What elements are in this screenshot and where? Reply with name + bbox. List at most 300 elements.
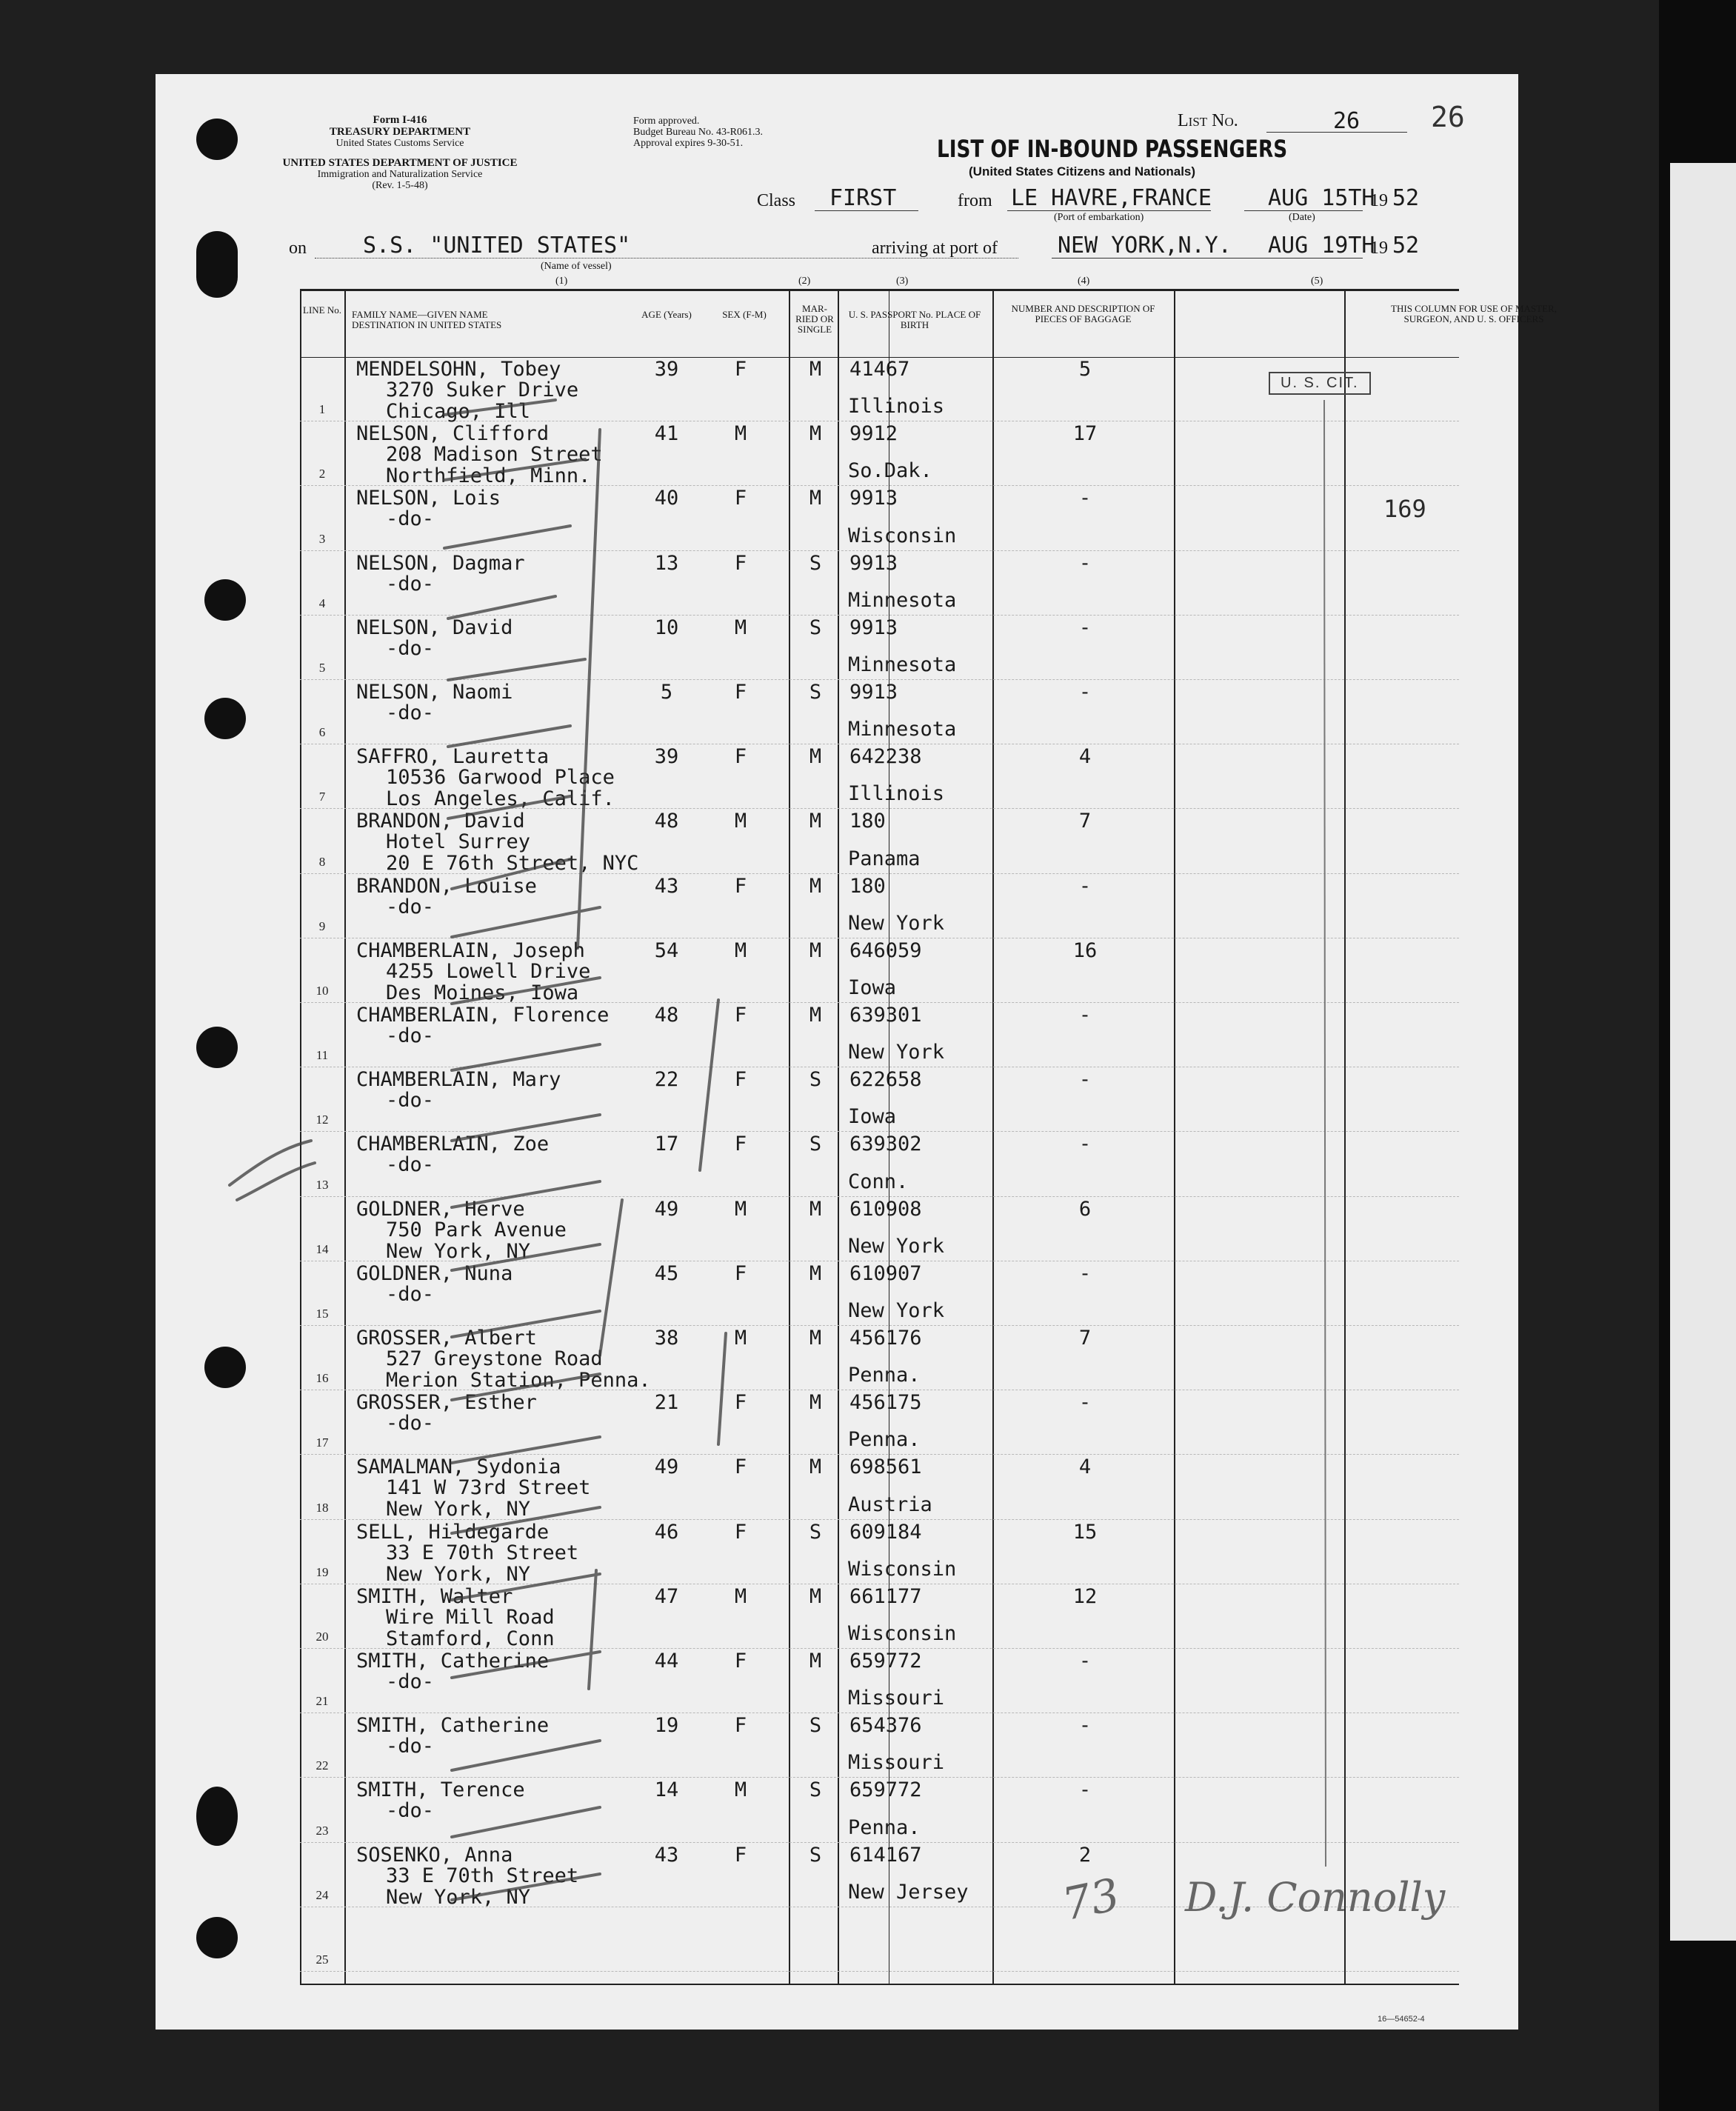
passport-number: 639302 [849, 1133, 922, 1156]
passenger-name: SMITH, Catherine [356, 1650, 550, 1673]
passenger-name: CHAMBERLAIN, Joseph [356, 938, 585, 962]
arrival-date: AUG 19TH [1268, 233, 1375, 259]
year-prefix: 19 [1370, 191, 1388, 210]
dept-line: (Rev. 1-5-48) [372, 180, 428, 191]
line-number: 16 [316, 1371, 329, 1386]
table-row [300, 1067, 1459, 1132]
passport-number: 654376 [849, 1714, 922, 1738]
marital-cell: S [809, 1133, 822, 1156]
age-cell: 49 [654, 1455, 679, 1479]
baggage-count: 4 [1078, 1455, 1092, 1479]
age-cell: 43 [654, 1843, 679, 1867]
baggage-count: 15 [1072, 1520, 1098, 1544]
binder-hole [196, 1027, 238, 1068]
sex-cell: F [734, 551, 747, 575]
line-number: 15 [316, 1306, 329, 1321]
baggage-count: - [1078, 1133, 1092, 1156]
table-row [300, 1261, 1459, 1326]
baggage-count: 16 [1072, 938, 1098, 962]
binder-hole [204, 698, 246, 739]
passenger-name: SAMALMAN, Sydonia [356, 1455, 561, 1479]
passport-number: 609184 [849, 1520, 922, 1544]
passport-number: 456175 [849, 1391, 922, 1415]
passport-number: 9913 [849, 551, 898, 575]
destination-line: Des Moines, Iowa [386, 981, 579, 1004]
col-number: (2) [798, 276, 811, 287]
passenger-table [300, 289, 1557, 1985]
table-row [300, 551, 1459, 616]
destination-line: Hotel Surrey [386, 830, 531, 854]
table-row [300, 616, 1459, 680]
approval-line: Form approved. [633, 116, 700, 127]
officer-signature: D.J. Connolly [1185, 1874, 1446, 1921]
passenger-name: BRANDON, Louise [356, 874, 537, 898]
adjacent-page-edge [1670, 163, 1736, 1941]
running-count: 169 [1383, 495, 1426, 523]
birthplace: Illinois [848, 395, 945, 418]
on-label: on [289, 239, 307, 258]
baggage-count: - [1078, 874, 1092, 898]
table-row [300, 1326, 1459, 1390]
passenger-name: NELSON, David [356, 616, 513, 639]
destination-line: 3270 Suker Drive [386, 378, 579, 401]
birthplace: Illinois [848, 782, 945, 806]
passenger-name: BRANDON, David [356, 810, 525, 833]
list-no-stamped: 26 [1431, 101, 1465, 133]
baggage-count: - [1078, 1068, 1092, 1092]
passenger-name: NELSON, Clifford [356, 422, 550, 446]
birthplace: Wisconsin [848, 1621, 957, 1645]
baggage-count: 17 [1072, 422, 1098, 446]
approval-block [633, 116, 763, 149]
age-cell: 14 [654, 1778, 679, 1802]
sex-cell: F [734, 874, 747, 898]
birthplace: Minnesota [848, 653, 957, 676]
table-row [300, 1197, 1459, 1261]
birthplace: Penna. [848, 1428, 921, 1452]
destination-line: -do- [386, 1735, 435, 1758]
passport-number: 622658 [849, 1068, 922, 1092]
passenger-name: SMITH, Terence [356, 1778, 525, 1802]
marital-cell: M [809, 874, 822, 898]
marital-cell: M [809, 1004, 822, 1027]
table-row [300, 744, 1459, 809]
destination-line: -do- [386, 1089, 435, 1113]
passport-number: 642238 [849, 745, 922, 769]
birthplace: Penna. [848, 1815, 921, 1839]
col-header-sex: SEX (F-M) [722, 309, 767, 320]
marital-cell: M [809, 422, 822, 446]
year-prefix: 19 [1370, 239, 1388, 258]
vessel-caption: (Name of vessel) [541, 261, 612, 272]
table-row [300, 1713, 1459, 1778]
table-row [300, 1390, 1459, 1455]
destination-line: -do- [386, 1799, 435, 1823]
sex-cell: F [734, 1520, 747, 1544]
baggage-count: - [1078, 1004, 1092, 1027]
sex-cell: F [734, 487, 747, 510]
passport-number: 41467 [849, 358, 910, 381]
destination-line: Merion Station, Penna. [386, 1369, 651, 1392]
age-cell: 49 [654, 1197, 679, 1221]
destination-line: -do- [386, 895, 435, 918]
line-number: 11 [316, 1048, 329, 1063]
list-no-underline [1266, 132, 1407, 133]
approval-line: Approval expires 9-30-51. [633, 138, 744, 149]
table-row [300, 1520, 1459, 1584]
age-cell: 41 [654, 422, 679, 446]
date-underline [1244, 210, 1363, 211]
line-number: 20 [316, 1629, 329, 1644]
baggage-count: 7 [1078, 1327, 1092, 1350]
age-cell: 22 [654, 1068, 679, 1092]
line-number: 25 [316, 1952, 329, 1967]
marital-cell: M [809, 358, 822, 381]
form-dept-block [281, 114, 518, 149]
marital-cell: S [809, 1068, 822, 1092]
marital-cell: M [809, 1391, 822, 1415]
baggage-count: 4 [1078, 745, 1092, 769]
line-number: 4 [318, 596, 326, 610]
table-row [300, 809, 1459, 876]
binder-hole [196, 1917, 238, 1958]
birthplace: Penna. [848, 1364, 921, 1387]
dept-line: United States Customs Service [335, 138, 464, 149]
passenger-name: CHAMBERLAIN, Mary [356, 1068, 561, 1092]
passenger-name: SMITH, Walter [356, 1584, 513, 1608]
baggage-count: - [1078, 1714, 1092, 1738]
class-underline [815, 210, 918, 211]
line-number: 23 [316, 1823, 329, 1838]
col-header-married: MAR-RIED OR SINGLE [795, 303, 834, 335]
line-number: 5 [318, 660, 326, 675]
approval-line: Budget Bureau No. 43-R061.3. [633, 127, 763, 138]
destination-line: -do- [386, 1024, 435, 1047]
embarkation-caption: (Port of embarkation) [1054, 212, 1144, 223]
col-number: (3) [896, 276, 909, 287]
destination-line: 141 W 73rd Street [386, 1476, 591, 1500]
col-number: (5) [1311, 276, 1323, 287]
line-number: 14 [316, 1241, 329, 1256]
table-row [300, 874, 1459, 938]
binder-hole [196, 231, 238, 298]
baggage-count: 2 [1078, 1843, 1092, 1867]
baggage-count: 6 [1078, 1197, 1092, 1221]
table-row [300, 1455, 1459, 1519]
line-number: 1 [318, 402, 326, 417]
age-cell: 48 [654, 1004, 679, 1027]
passport-number: 9913 [849, 487, 898, 510]
destination-line: 208 Madison Street [386, 443, 603, 467]
line-number: 13 [316, 1177, 329, 1192]
arrival-underline [1052, 258, 1363, 259]
baggage-count: - [1078, 551, 1092, 575]
embarkation-port: LE HAVRE,FRANCE [1011, 185, 1212, 211]
age-cell: 17 [654, 1133, 679, 1156]
dept-line: TREASURY DEPARTMENT [329, 126, 471, 138]
birthplace: Conn. [848, 1170, 909, 1193]
marital-cell: S [809, 1843, 822, 1867]
age-cell: 39 [654, 358, 679, 381]
destination-line: New York, NY [386, 1885, 531, 1909]
destination-line: -do- [386, 507, 435, 531]
passenger-name: NELSON, Naomi [356, 681, 513, 704]
passenger-name: GROSSER, Esther [356, 1391, 537, 1415]
baggage-count: - [1078, 1650, 1092, 1673]
passport-number: 659772 [849, 1650, 922, 1673]
destination-line: 527 Greystone Road [386, 1347, 603, 1370]
handwritten-total: 73 [1058, 1868, 1124, 1932]
destination-line: -do- [386, 1153, 435, 1177]
sex-cell: M [734, 616, 747, 639]
passport-number: 659772 [849, 1778, 922, 1802]
form-number: Form I-416 [373, 114, 427, 126]
line-number: 12 [316, 1113, 329, 1127]
dept-line: Immigration and Naturalization Service [317, 169, 483, 180]
destination-line: -do- [386, 636, 435, 660]
sex-cell: F [734, 1455, 747, 1479]
table-bottom-rule [300, 1984, 1459, 1985]
birthplace: Minnesota [848, 588, 957, 612]
passenger-name: MENDELSOHN, Tobey [356, 358, 561, 381]
col-header-passport: U. S. PASSPORT No. PLACE OF BIRTH [848, 309, 981, 330]
sex-cell: F [734, 1391, 747, 1415]
passenger-name: SAFFRO, Lauretta [356, 745, 550, 769]
passport-number: 610907 [849, 1261, 922, 1285]
baggage-count: - [1078, 1391, 1092, 1415]
birthplace: Wisconsin [848, 524, 957, 547]
table-row [300, 1003, 1459, 1067]
baggage-count: 5 [1078, 358, 1092, 381]
sex-cell: F [734, 1004, 747, 1027]
page-subtitle: (United States Citizens and Nationals) [969, 164, 1196, 179]
destination-line: Northfield, Minn. [386, 464, 591, 488]
destination-line: -do- [386, 701, 435, 724]
destination-line: -do- [386, 1412, 435, 1435]
destination-line: 20 E 76th Street, NYC [386, 852, 639, 876]
passport-number: 456176 [849, 1327, 922, 1350]
sex-cell: M [734, 1584, 747, 1608]
col-header-age: AGE (Years) [641, 309, 692, 320]
age-cell: 46 [654, 1520, 679, 1544]
line-number: 7 [318, 790, 326, 804]
line-number: 3 [318, 531, 326, 546]
sex-cell: M [734, 810, 747, 833]
age-cell: 5 [660, 681, 673, 704]
table-row [300, 680, 1459, 744]
baggage-count: 7 [1078, 810, 1092, 833]
table-row [300, 1584, 1459, 1649]
passport-number: 698561 [849, 1455, 922, 1479]
sex-cell: M [734, 938, 747, 962]
marital-cell: M [809, 1261, 822, 1285]
destination-line: -do- [386, 1670, 435, 1693]
passport-number: 646059 [849, 938, 922, 962]
table-row [300, 938, 1459, 1003]
line-number: 18 [316, 1500, 329, 1515]
marital-cell: M [809, 1455, 822, 1479]
passport-number: 610908 [849, 1197, 922, 1221]
citizen-stamp: U. S. CIT. [1269, 372, 1371, 395]
destination-line: Chicago, Ill [386, 400, 531, 423]
sex-cell: F [734, 1650, 747, 1673]
age-cell: 40 [654, 487, 679, 510]
passenger-name: CHAMBERLAIN, Florence [356, 1004, 610, 1027]
marital-cell: S [809, 681, 822, 704]
marital-cell: M [809, 745, 822, 769]
destination-line: Wire Mill Road [386, 1605, 555, 1629]
birthplace: New Jersey [848, 1880, 969, 1904]
sex-cell: M [734, 1327, 747, 1350]
age-cell: 47 [654, 1584, 679, 1608]
age-cell: 43 [654, 874, 679, 898]
sex-cell: F [734, 1261, 747, 1285]
marital-cell: M [809, 1197, 822, 1221]
binder-hole [204, 579, 246, 621]
date-caption: (Date) [1289, 212, 1315, 223]
birthplace: Missouri [848, 1687, 945, 1710]
line-number: 6 [318, 725, 326, 740]
destination-line: 10536 Garwood Place [386, 766, 615, 790]
passport-number: 9912 [849, 422, 898, 446]
birthplace: Panama [848, 847, 921, 870]
row-separator [300, 1971, 1459, 1972]
sex-cell: F [734, 1068, 747, 1092]
vessel-name: S.S. "UNITED STATES" [363, 233, 631, 259]
age-cell: 44 [654, 1650, 679, 1673]
baggage-count: - [1078, 487, 1092, 510]
age-cell: 10 [654, 616, 679, 639]
from-label: from [958, 191, 992, 210]
destination-line: New York, NY [386, 1498, 531, 1521]
baggage-count: - [1078, 1261, 1092, 1285]
binder-hole [196, 119, 238, 160]
passenger-name: SOSENKO, Anna [356, 1843, 513, 1867]
passenger-name: CHAMBERLAIN, Zoe [356, 1133, 550, 1156]
passenger-name: NELSON, Lois [356, 487, 501, 510]
passport-number: 180 [849, 810, 886, 833]
birthplace: So.Dak. [848, 459, 932, 483]
age-cell: 21 [654, 1391, 679, 1415]
destination-line: Stamford, Conn [386, 1627, 555, 1650]
sex-cell: M [734, 422, 747, 446]
birthplace: New York [848, 1041, 945, 1064]
line-number: 22 [316, 1758, 329, 1773]
age-cell: 54 [654, 938, 679, 962]
table-top-rule [300, 289, 1459, 291]
arriving-label: arriving at port of [872, 239, 998, 258]
from-underline [1007, 210, 1211, 211]
page-title: LIST OF IN-BOUND PASSENGERS [937, 135, 1288, 163]
line-number: 2 [318, 467, 326, 481]
line-number: 21 [316, 1694, 329, 1709]
list-no-label: List No. [1178, 111, 1238, 130]
marital-cell: S [809, 1520, 822, 1544]
list-no-typed: 26 [1333, 108, 1361, 134]
justice-dept-block [281, 157, 518, 191]
line-number: 10 [316, 983, 329, 998]
binder-hole [196, 1787, 238, 1846]
passport-number: 9913 [849, 681, 898, 704]
marital-cell: M [809, 487, 822, 510]
age-cell: 19 [654, 1714, 679, 1738]
destination-line: 4255 Lowell Drive [386, 959, 591, 983]
passport-number: 9913 [849, 616, 898, 639]
line-number: 17 [316, 1435, 329, 1450]
baggage-count: - [1078, 616, 1092, 639]
destination-line: 750 Park Avenue [386, 1218, 567, 1241]
departure-date: AUG 15TH [1268, 185, 1375, 211]
marital-cell: S [809, 616, 822, 639]
age-cell: 48 [654, 810, 679, 833]
age-cell: 38 [654, 1327, 679, 1350]
passport-number: 639301 [849, 1004, 922, 1027]
sex-cell: M [734, 1197, 747, 1221]
birthplace: Austria [848, 1493, 932, 1516]
sex-cell: F [734, 745, 747, 769]
birthplace: Iowa [848, 1105, 897, 1129]
table-row [300, 1649, 1459, 1713]
col-header-officers: THIS COLUMN FOR USE OF MASTER, SURGEON, AND U. S. OFFICERS [1391, 303, 1557, 324]
birthplace: New York [848, 911, 945, 935]
line-number: 24 [316, 1887, 329, 1902]
marital-cell: M [809, 1650, 822, 1673]
table-row [300, 421, 1459, 486]
baggage-count: - [1078, 1778, 1092, 1802]
class-value: FIRST [829, 185, 897, 211]
col-header-baggage: NUMBER AND DESCRIPTION OF PIECES OF BAGGAGE [1011, 303, 1155, 324]
baggage-count: 12 [1072, 1584, 1098, 1608]
destination-line: 33 E 70th Street [386, 1864, 579, 1887]
birthplace: Missouri [848, 1751, 945, 1775]
sex-cell: F [734, 1133, 747, 1156]
birthplace: Minnesota [848, 718, 957, 741]
table-row [300, 1778, 1459, 1842]
passenger-name: GOLDNER, Herve [356, 1197, 525, 1221]
destination-line: New York, NY [386, 1562, 531, 1586]
line-number: 19 [316, 1564, 329, 1579]
marital-cell: M [809, 1327, 822, 1350]
passenger-name: SMITH, Catherine [356, 1714, 550, 1738]
arrival-year: 52 [1392, 233, 1420, 259]
sex-cell: M [734, 1778, 747, 1802]
destination-line: 33 E 70th Street [386, 1541, 579, 1564]
passenger-name: SELL, Hildegarde [356, 1520, 550, 1544]
destination-line: New York, NY [386, 1239, 531, 1263]
line-number: 9 [318, 918, 326, 933]
marital-cell: S [809, 551, 822, 575]
sex-cell: F [734, 681, 747, 704]
col-number: (1) [555, 276, 568, 287]
birthplace: New York [848, 1234, 945, 1258]
table-row [300, 486, 1459, 550]
birthplace: New York [848, 1298, 945, 1322]
destination-line: -do- [386, 1282, 435, 1306]
marital-cell: S [809, 1778, 822, 1802]
passport-number: 614167 [849, 1843, 922, 1867]
age-cell: 45 [654, 1261, 679, 1285]
col-header-line: LINE No. [303, 304, 341, 316]
departure-year: 52 [1392, 185, 1420, 211]
age-cell: 13 [654, 551, 679, 575]
destination-line: Los Angeles, Calif. [386, 787, 615, 811]
passenger-name: GROSSER, Albert [356, 1327, 537, 1350]
age-cell: 39 [654, 745, 679, 769]
marital-cell: M [809, 1584, 822, 1608]
marital-cell: M [809, 938, 822, 962]
sex-cell: F [734, 358, 747, 381]
passport-number: 661177 [849, 1584, 922, 1608]
